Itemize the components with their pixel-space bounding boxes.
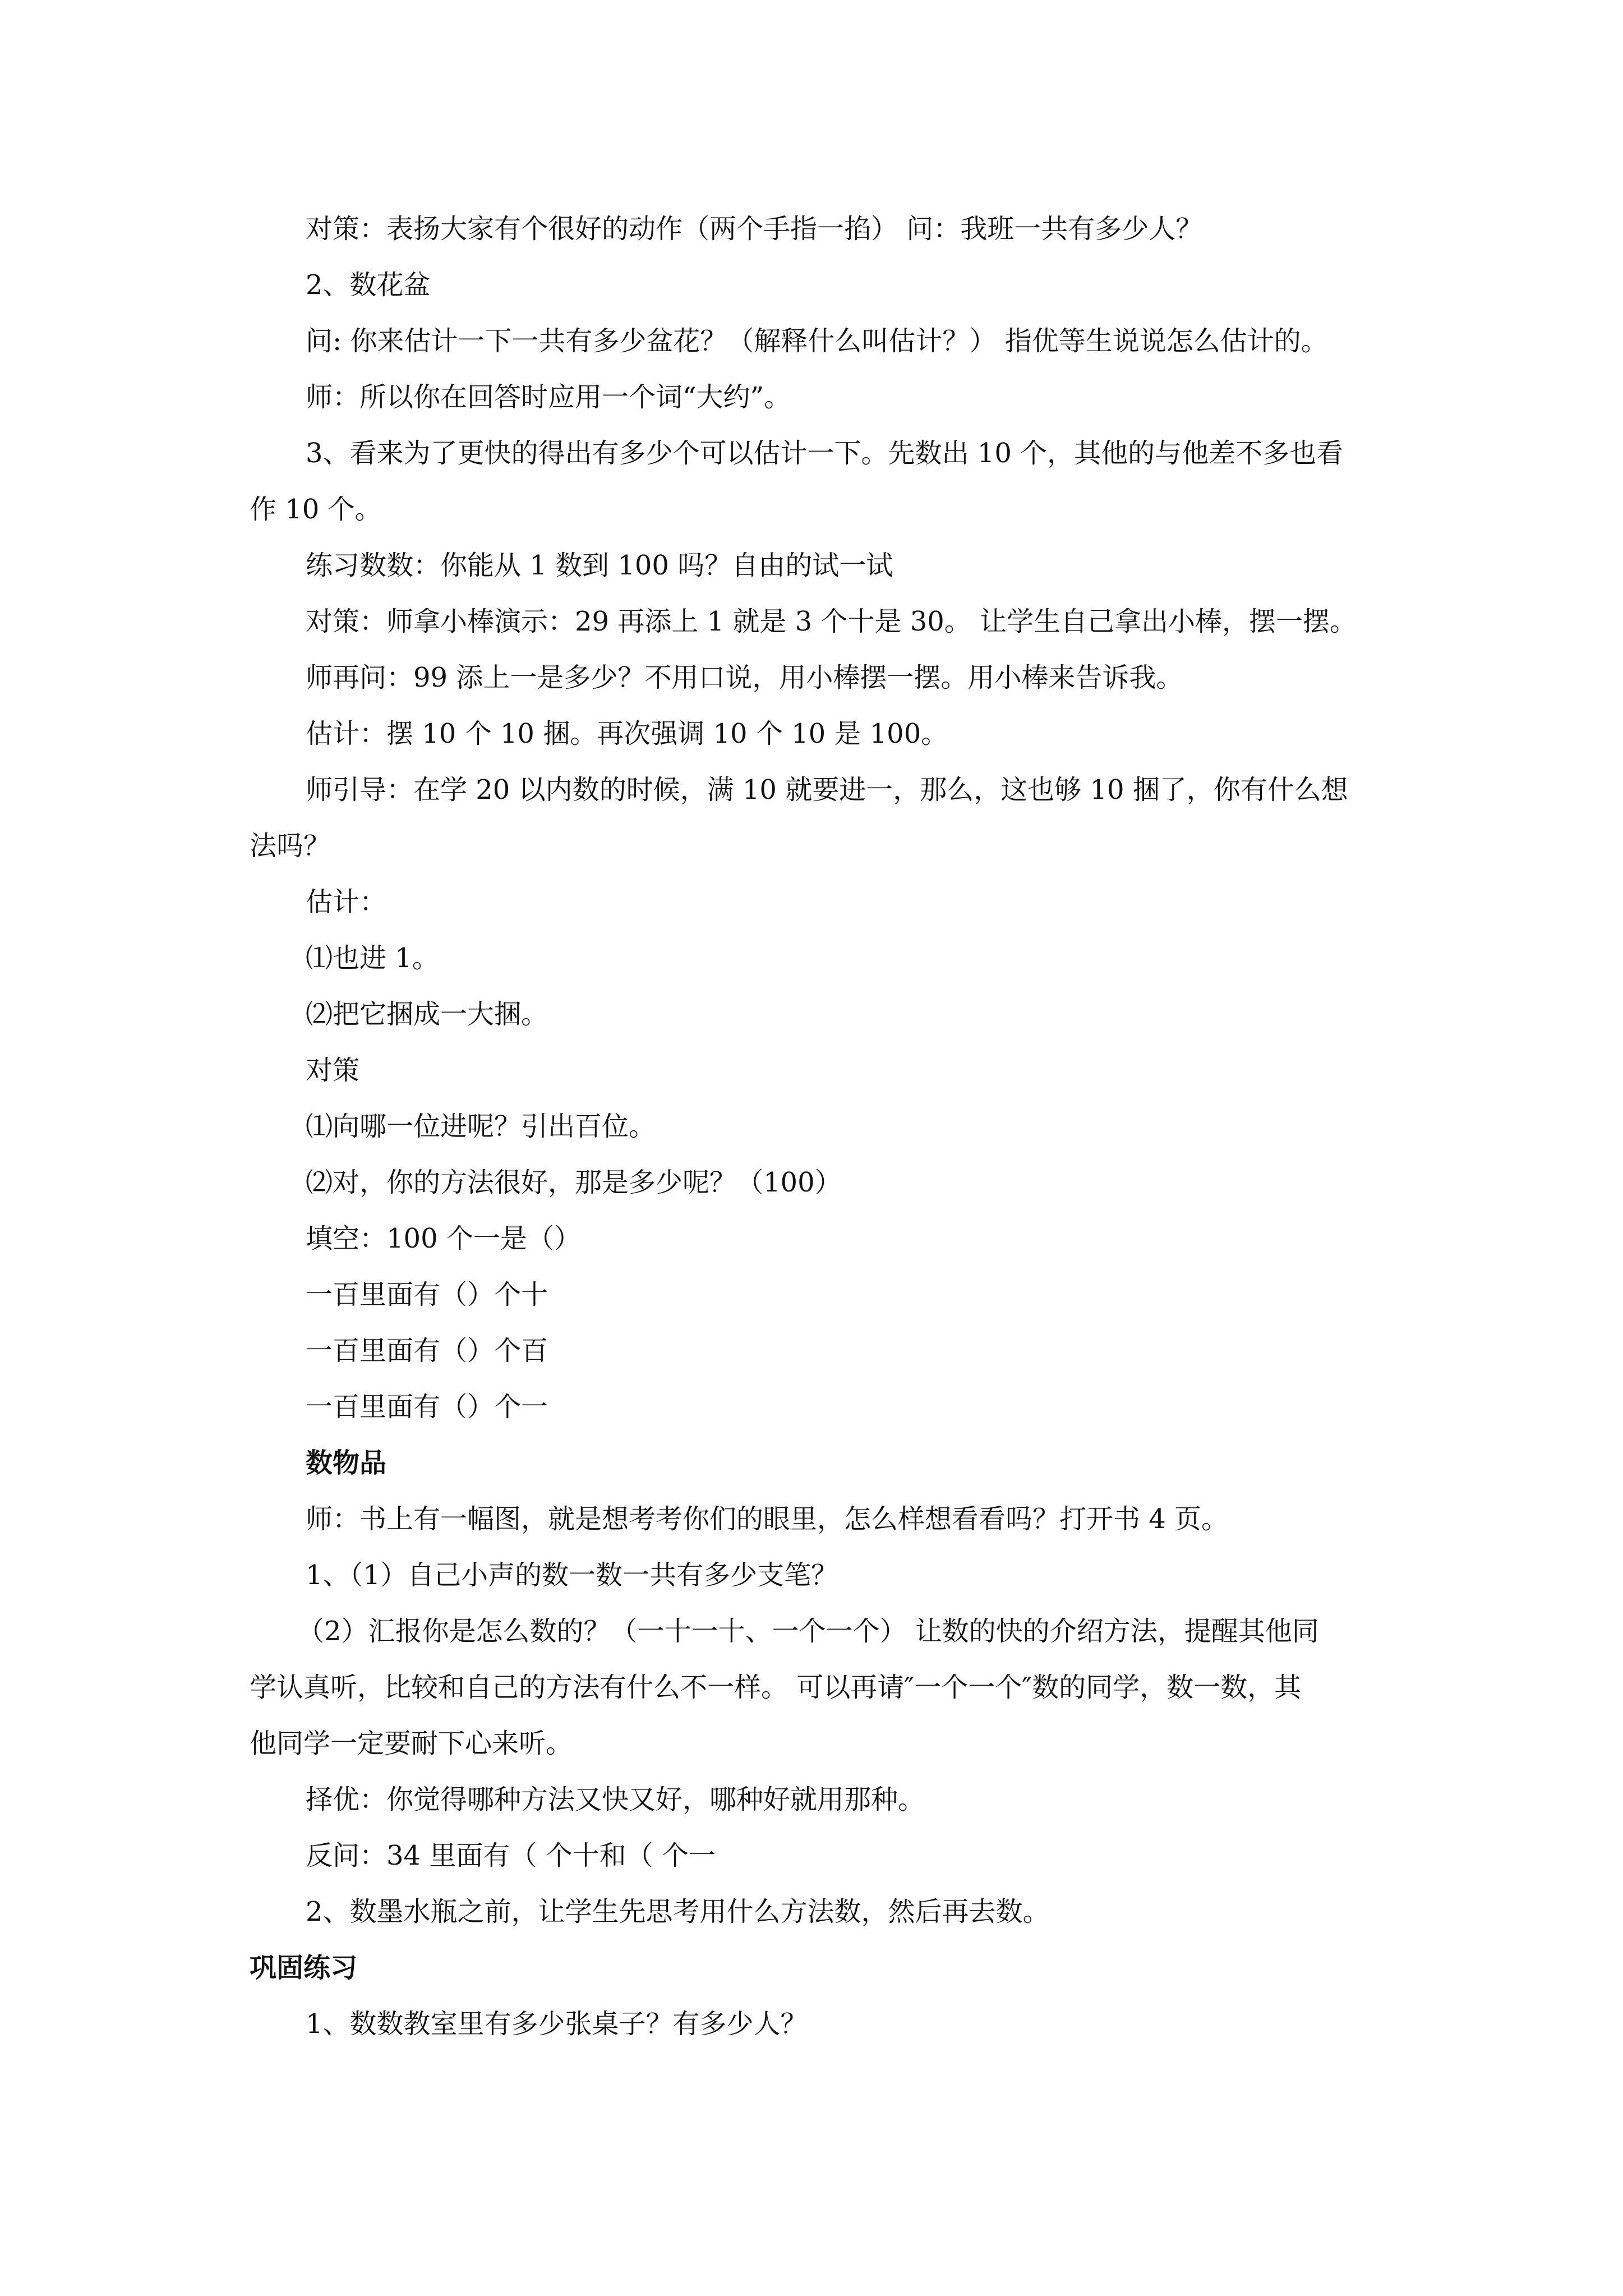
text-line: 反问：34 里面有（ 个十和（ 个一	[306, 1840, 716, 1871]
text-line: 对策：师拿小棒演示：29 再添上 1 就是 3 个十是 30。 让学生自己拿出小棒，摆一摆。	[306, 606, 1357, 637]
text-line: 一百里面有（）个百	[306, 1335, 548, 1366]
text-line: 师：书上有一幅图，就是想考考你们的眼里，怎么样想看看吗？打开书 4 页。	[306, 1503, 1229, 1535]
section-heading: 数物品	[306, 1447, 387, 1479]
text-line: 问: 你来估计一下一共有多少盆花？（解释什么叫估计？） 指优等生说说怎么估计的。	[306, 325, 1328, 357]
text-line: ⑵把它捆成一大捆。	[306, 999, 548, 1030]
text-line: 填空：100 个一是（）	[306, 1223, 581, 1254]
text-line: ⑴向哪一位进呢？引出百位。	[306, 1111, 656, 1142]
text-line: ⑵对，你的方法很好，那是多少呢？（100）	[306, 1167, 842, 1198]
text-line: 师再问：99 添上一是多少？不用口说，用小棒摆一摆。用小棒来告诉我。	[306, 662, 1183, 693]
text-line: 对策	[306, 1055, 360, 1086]
text-line: 法吗？	[250, 830, 331, 862]
text-line: 一百里面有（）个十	[306, 1279, 548, 1310]
text-line: 他同学一定要耐下心来听。	[250, 1728, 573, 1759]
text-line: 练习数数：你能从 1 数到 100 吗？自由的试一试	[306, 550, 893, 581]
section-heading: 巩固练习	[250, 1952, 358, 1984]
text-line: 估计：	[306, 886, 387, 918]
text-line: 估计：摆 10 个 10 捆。再次强调 10 个 10 是 100。	[306, 718, 948, 749]
text-line: 学认真听，比较和自己的方法有什么不一样。 可以再请″一个一个″数的同学，数一数，其	[250, 1672, 1302, 1703]
text-line: 师：所以你在回答时应用一个词“大约”。	[306, 381, 791, 413]
text-line: 1、数数教室里有多少张桌子？有多少人？	[306, 2008, 808, 2040]
text-line: 1、（1）自己小声的数一数一共有多少支笔？	[306, 1559, 838, 1591]
text-line: 2、数花盆	[306, 269, 431, 301]
text-line: 2、数墨水瓶之前，让学生先思考用什么方法数，然后再去数。	[306, 1896, 1050, 1927]
text-line: ⑴也进 1。	[306, 942, 439, 974]
text-line: 择优：你觉得哪种方法又快又好，哪种好就用那种。	[306, 1784, 925, 1815]
text-line: 一百里面有（）个一	[306, 1391, 548, 1423]
text-line: （2）汇报你是怎么数的？（一十一十、一个一个） 让数的快的介绍方法，提醒其他同	[297, 1616, 1319, 1647]
text-line: 师引导：在学 20 以内数的时候，满 10 就要进一，那么，这也够 10 捆了，你有什么想	[306, 774, 1348, 806]
text-line: 3、看来为了更快的得出有多少个可以估计一下。先数出 10 个，其他的与他差不多也看	[306, 438, 1344, 469]
text-line: 作 10 个。	[250, 494, 382, 525]
text-line: 对策：表扬大家有个很好的动作（两个手指一掐） 问：我班一共有多少人？	[306, 213, 1203, 245]
